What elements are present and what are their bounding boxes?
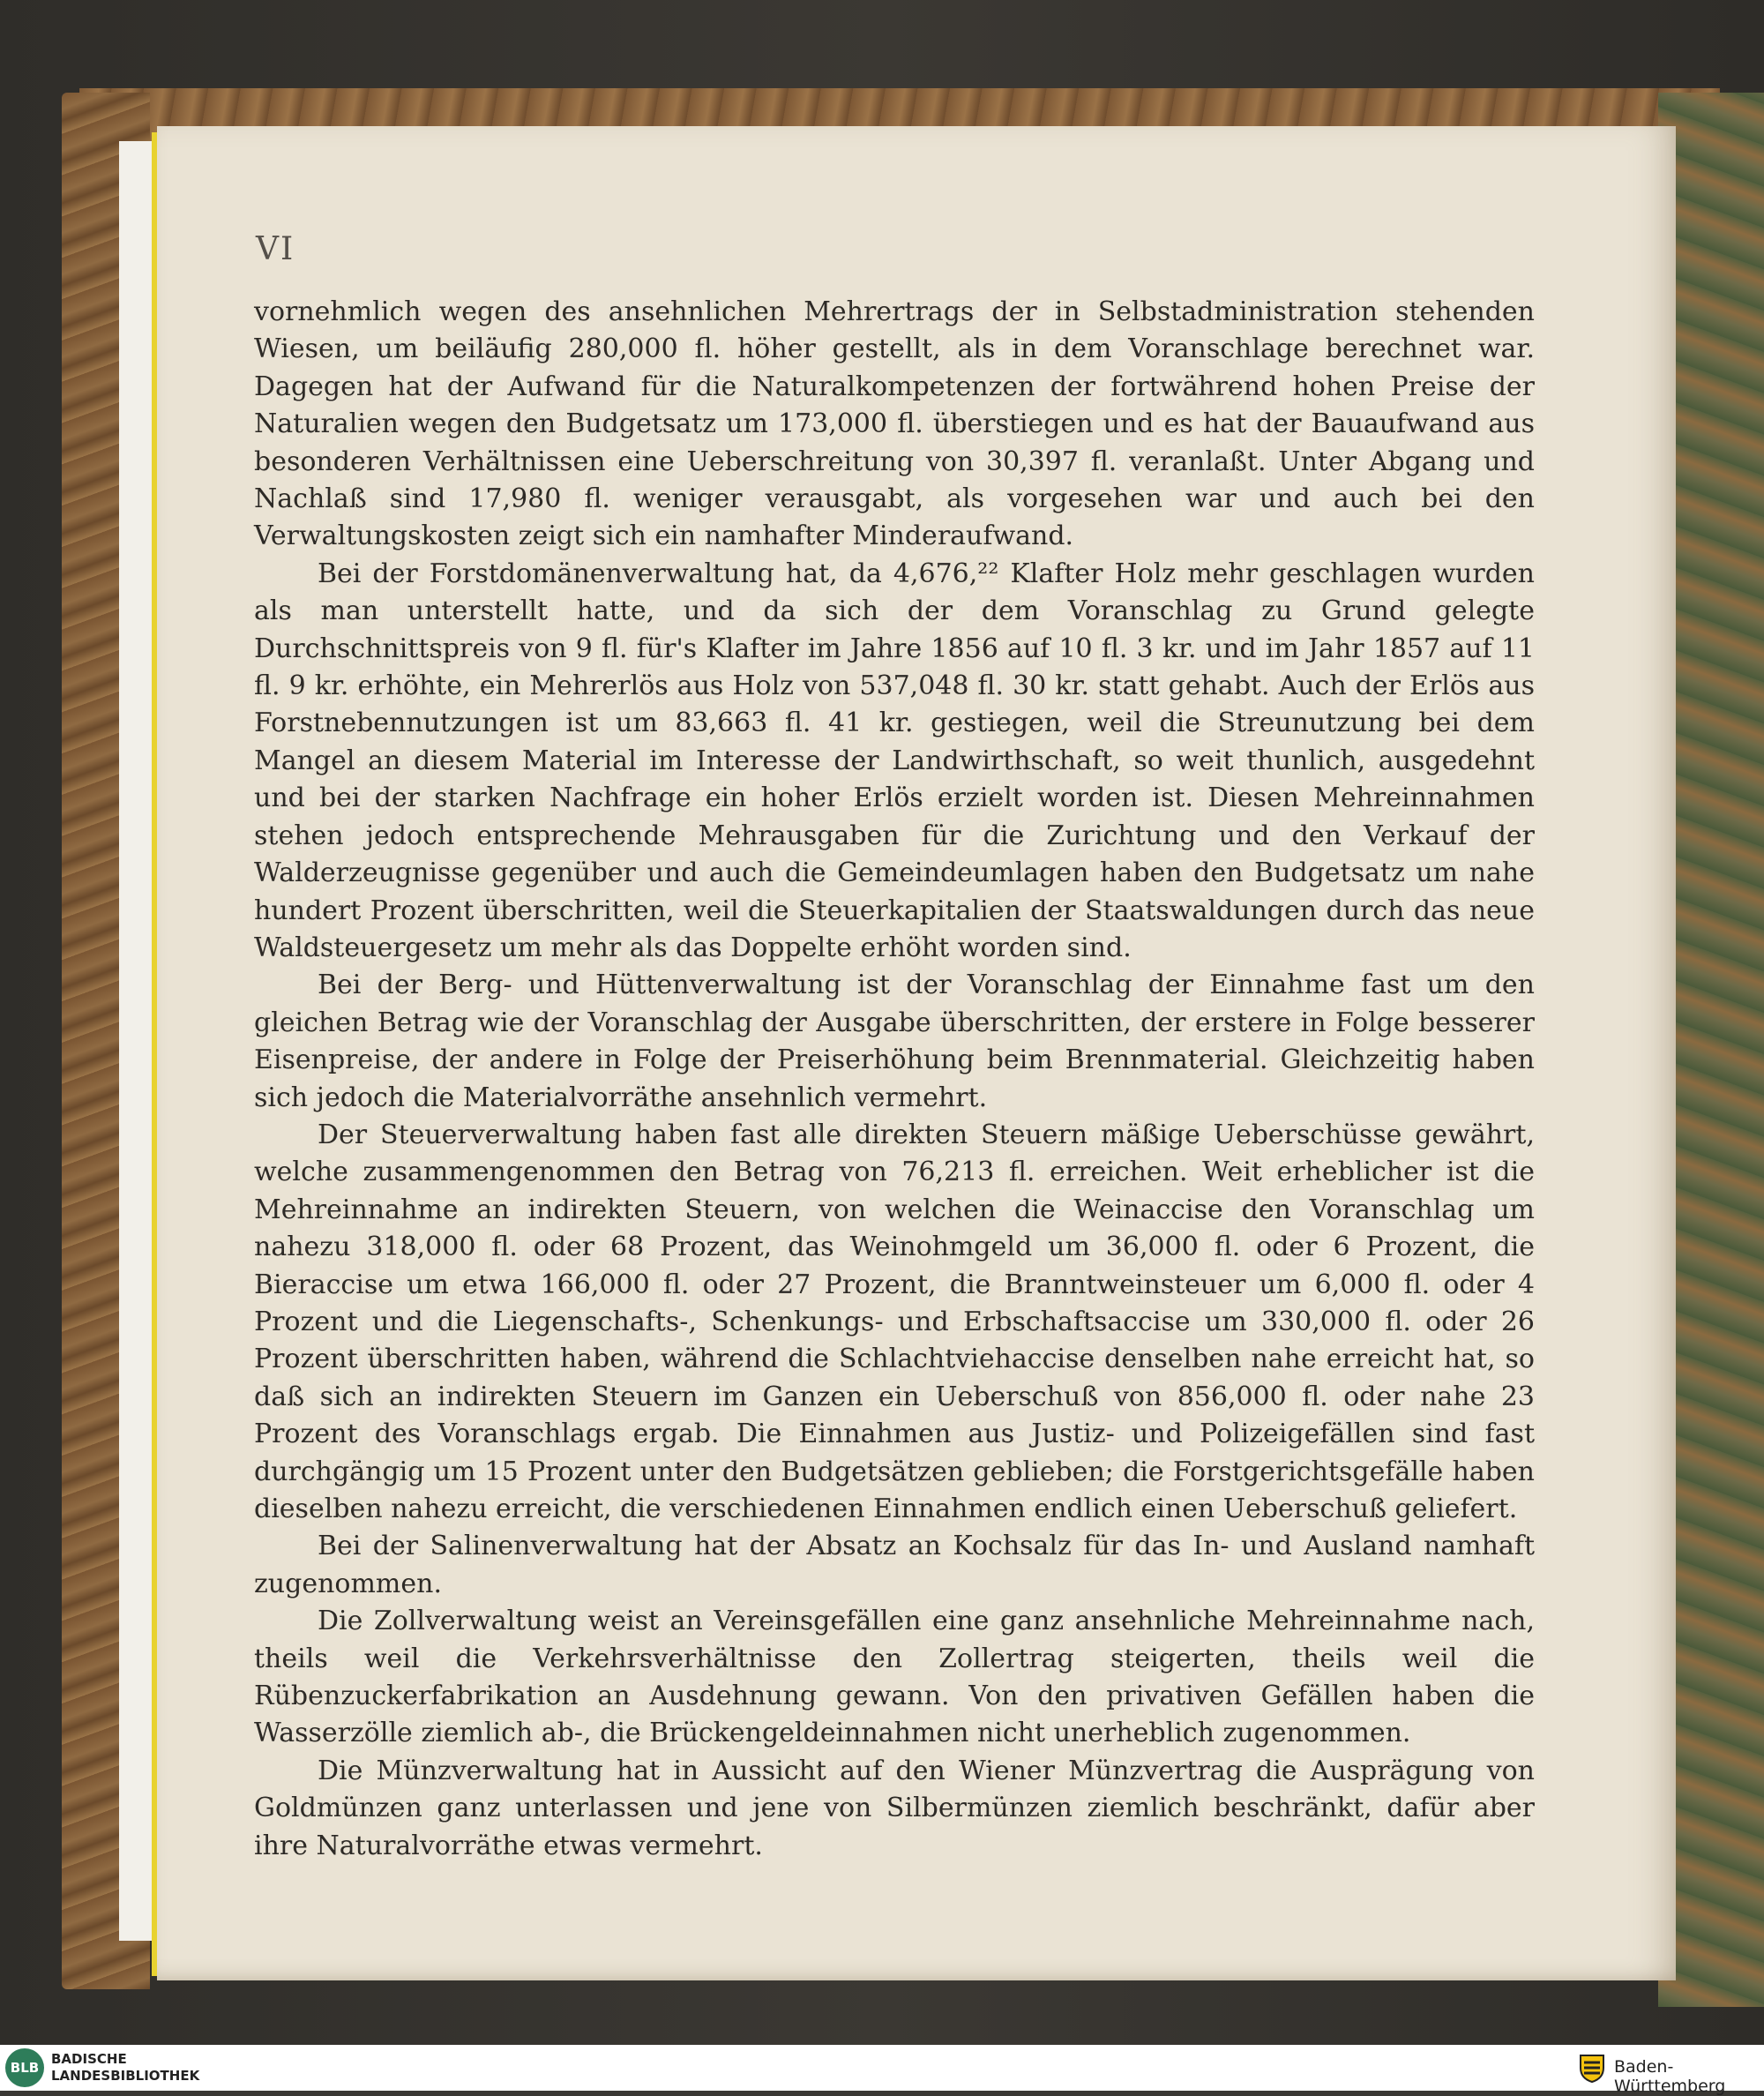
paragraph-mining: Bei der Berg- und Hüttenverwaltung ist der Voranschlag der Einnahme fast um den gleichen Betrag wie der Voranschlag der Ausgabe überschritten, der erstere in Folge besserer Eisenpreise, der andere in Folge der Preiserhöhung beim Brennmaterial. Gleichzeitig haben sich jedoch die Materialvorräthe ansehnlich vermehrt. <box>254 969 1535 1113</box>
library-name-line2: LANDESBIBLIOTHEK <box>51 2068 200 2084</box>
paragraph-saltworks: Bei der Salinenverwaltung hat der Absatz an Kochsalz für das In- und Ausland namhaft zugenommen. <box>254 1531 1535 1599</box>
blb-logo[interactable]: BLB <box>5 2048 44 2087</box>
page-number: VI <box>256 231 295 267</box>
library-name-line1: BADISCHE <box>51 2051 127 2067</box>
paragraph-taxes: Der Steuerverwaltung haben fast alle direkten Steuern mäßige Ueberschüsse gewährt, welche zusammengenommen den Betrag von 76,213 fl. erreichen. Weit erheblicher ist die Mehreinnahme an indirekten Steuern, von welchen die Weinaccise den Voranschlag um nahezu 318,000 fl. oder 68 Prozent, das Weinohmgeld um 36,000 fl. oder 6 Prozent, die Bieraccise um etwa 166,000 fl. oder 27 Prozent, die Branntweinsteuer um 6,000 fl. oder 4 Prozent und die Liegenschafts-, Schenkungs- und Erbschaftsaccise um 330,000 fl. oder 26 Prozent überschritten haben, während die Schlachtviehaccise denselben nahe erreicht hat, so daß sich an indirekten Steuern im Ganzen ein Ueberschuß von 856,000 fl. oder nahe 23 Prozent des Voranschlags ergab. Die Einnahmen aus Justiz- und Polizeigefällen sind fast durchgängig um 15 Prozent unter den Budgetsätzen geblieben; die Forstgerichtsgefälle haben dieselben nahezu erreicht, die verschiedenen Einnahmen endlich einen Ueberschuß geliefert. <box>254 1119 1535 1524</box>
paragraph-continuation: vornehmlich wegen des ansehnlichen Mehrertrags der in Selbstadministration stehenden Wiesen, um beiläufig 280,000 fl. höher gestellt, als in dem Voranschlage berechnet war. Dagegen hat der Aufwand für die Naturalkompetenzen der fortwährend hohen Preise der Naturalien wegen den Budgetsatz um 173,000 fl. überstiegen und es hat der Bauaufwand aus besonderen Verhältnissen eine Ueberschreitung von 30,397 fl. veranlaßt. Unter Abgang und Nachlaß sind 17,980 fl. weniger verausgabt, als vorgesehen war und auch bei den Verwaltungskosten zeigt sich ein namhafter Minderaufwand. <box>254 296 1535 552</box>
page-body <box>254 294 1535 1865</box>
paragraph-forestry: Bei der Forstdomänenverwaltung hat, da 4,676,²² Klafter Holz mehr geschlagen wurden als man unterstellt hatte, und da sich der dem Voranschlag zu Grund gelegte Durchschnittspreis von 9 fl. für's Klafter im Jahre 1856 auf 10 fl. 3 kr. und im Jahr 1857 auf 11 fl. 9 kr. erhöhte, ein Mehrerlös aus Holz von 537,048 fl. 30 kr. statt gehabt. Auch der Erlös aus Forstnebennutzungen ist um 83,663 fl. 41 kr. gestiegen, weil die Streunutzung bei dem Mangel an diesem Material im Interesse der Landwirthschaft, so weit thunlich, ausgedehnt und bei der starken Nachfrage ein hoher Erlös erzielt worden ist. Diesen Mehreinnahmen stehen jedoch entsprechende Mehrausgaben für die Zurichtung und den Verkauf der Walderzeugnisse gegenüber und auch die Gemeindeumlagen haben den Budgetsatz um nahe hundert Prozent überschritten, weil die Steuerkapitalien der Staatswaldungen durch das neue Waldsteuergesetz um mehr als das Doppelte erhöht worden sind. <box>254 558 1535 963</box>
baden-wuerttemberg-coat-of-arms-icon <box>1579 2054 1605 2084</box>
paragraph-customs: Die Zollverwaltung weist an Vereinsgefällen eine ganz ansehnliche Mehreinnahme nach, theils weil die Verkehrsverhältnisse den Zollertrag steigerten, theils weil die Rübenzuckerfabrikation an Ausdehnung gewann. Von den privativen Gefällen haben die Wasserzölle ziemlich ab-, die Brückengeldeinnahmen nicht unerheblich zugenommen. <box>254 1606 1535 1749</box>
library-name[interactable] <box>51 2051 199 2085</box>
state-name[interactable]: Baden-Württemberg <box>1614 2057 1726 2096</box>
footer-bar <box>0 2045 1764 2096</box>
paragraph-mint: Die Münzverwaltung hat in Aussicht auf den Wiener Münzvertrag die Ausprägung von Goldmünzen ganz unterlassen und jene von Silbermünzen ziemlich beschränkt, dafür aber ihre Naturalvorräthe etwas vermehrt. <box>254 1755 1535 1861</box>
